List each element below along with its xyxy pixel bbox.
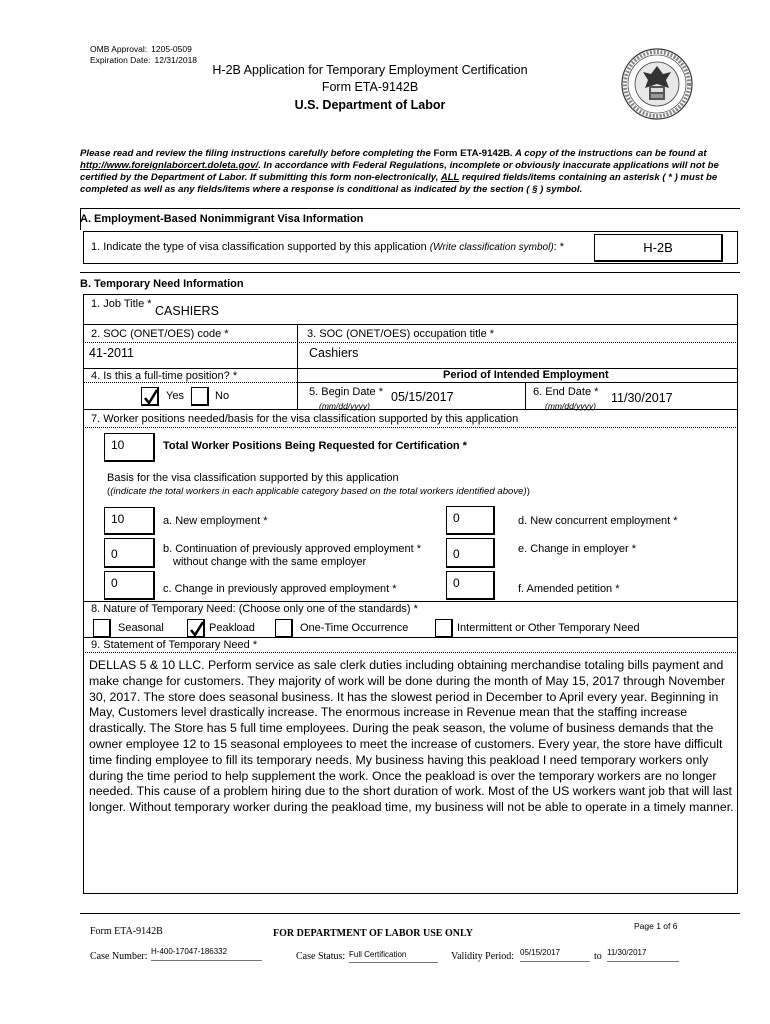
new-concurrent-field[interactable]: 0	[446, 506, 495, 535]
statement-of-need-field[interactable]: DELLAS 5 & 10 LLC. Perform service as sale clerk duties including obtaining merchandise totaling bills payment and make change for customers. They majority of work will be done during the month of May 15, 2017 through November 30, 2017. The store does seasonal business. It has the slowest period in December to April every year. Beginning in May, Customers level drastically increase. The enormous increase in Revenue mean that the staffing increase drastically. The Store has 5 full time employees. During the peak season, the volume of business demands that the owner employee 12 to 15 seasonal employees to meet the increase of customers. Every year, the store have difficult time finding employee to fill its temporary needs. My business having this peakload I need temporary workers only during the time period to help supplement the work. Once the peakload is over the temporary workers are no longer needed. This cause of a problem hiring due to the short duration of work. Most of the US workers want job that will last longer. Without temporary worker during the peakload time, my business will not be able to operate in a timely manner.	[89, 658, 734, 815]
instructions-link[interactable]: http://www.foreignlaborcert.doleta.gov/	[80, 160, 259, 171]
page-number: Page 1 of 6	[634, 921, 678, 931]
begin-date-label: 5. Begin Date *	[309, 386, 383, 398]
expiration-value: 12/31/2018	[154, 55, 198, 65]
divider	[83, 652, 738, 653]
job-title-field[interactable]: CASHIERS	[155, 304, 219, 318]
soc-code-label: 2. SOC (ONET/OES) code *	[91, 328, 229, 340]
divider	[83, 409, 738, 410]
amended-petition-field[interactable]: 0	[446, 571, 495, 600]
peakload-label: Peakload	[209, 622, 255, 634]
omb-approval-label: OMB Approval:	[90, 44, 148, 54]
divider	[80, 272, 740, 273]
q1-hint: (Write classification symbol)	[429, 242, 554, 253]
no-label: No	[215, 390, 230, 402]
job-title-label: 1. Job Title *	[91, 298, 152, 310]
footer-dol-only: FOR DEPARTMENT OF LABOR USE ONLY	[273, 928, 473, 939]
instructions-text-1: Please read and review the filing instructions carefully before completing the	[80, 148, 434, 159]
section-b-heading: B. Temporary Need Information	[80, 278, 244, 290]
divider	[83, 382, 297, 383]
intermittent-label: Intermittent or Other Temporary Need	[457, 622, 640, 634]
divider	[297, 382, 738, 383]
new-employment-field[interactable]: 10	[104, 507, 155, 535]
continuation-label-2: without change with the same employer	[173, 556, 367, 568]
validity-label: Validity Period:	[451, 951, 515, 962]
expiration-label: Expiration Date:	[90, 55, 151, 65]
divider	[297, 324, 298, 409]
section-a-heading: A. Employment-Based Nonimmigrant Visa Information	[80, 213, 364, 225]
dol-seal-icon	[621, 48, 693, 120]
change-approved-label: c. Change in previously approved employment *	[163, 583, 397, 595]
footer-divider	[80, 913, 740, 914]
divider	[525, 382, 526, 409]
form-title: H-2B Application for Temporary Employment Certification	[212, 63, 528, 77]
intermittent-checkbox[interactable]	[435, 619, 453, 638]
checkmark-icon	[189, 621, 205, 637]
visa-classification-field[interactable]: H-2B	[594, 234, 723, 262]
begin-date-hint: (mm/dd/yyyy)	[319, 401, 370, 411]
divider	[83, 342, 738, 343]
divider	[80, 208, 740, 209]
total-workers-field[interactable]: 10	[104, 433, 155, 462]
total-workers-label: Total Worker Positions Being Requested for Certification *	[163, 440, 467, 452]
yes-label: Yes	[166, 390, 184, 402]
q7-label: 7. Worker positions needed/basis for the visa classification supported by this application	[91, 413, 519, 425]
peakload-checkbox[interactable]	[187, 619, 205, 638]
validity-from-field: 05/15/2017	[520, 948, 590, 962]
q1-visa-label	[91, 241, 564, 253]
divider	[83, 601, 738, 602]
basis-hint: ((indicate the total workers in each applicable category based on the total workers identified above))	[107, 486, 530, 497]
department-name: U.S. Department of Labor	[294, 98, 446, 112]
continuation-field[interactable]: 0	[104, 538, 155, 568]
change-employer-label: e. Change in employer *	[518, 543, 637, 555]
divider	[83, 637, 738, 638]
period-heading: Period of Intended Employment	[443, 369, 609, 381]
form-number: Form ETA-9142B	[321, 80, 419, 94]
continuation-label: b. Continuation of previously approved employment *	[163, 543, 422, 555]
new-employment-label: a. New employment *	[163, 515, 268, 527]
begin-date-field[interactable]: 05/15/2017	[391, 390, 454, 404]
end-date-field[interactable]: 11/30/2017	[611, 391, 673, 405]
instructions-text-3: . In accordance with Federal Regulations, incomplete or obviously inaccurate applications will not be certified by the Department of Labor. If submitting this form non-electronically,	[80, 160, 719, 183]
case-status-field: Full Certification	[349, 950, 438, 963]
basis-label: Basis for the visa classification supported by this application	[107, 472, 399, 484]
one-time-label: One-Time Occurrence	[300, 622, 409, 634]
divider	[83, 427, 738, 428]
fulltime-yes-checkbox[interactable]	[141, 387, 159, 406]
validity-to-field: 11/30/2017	[607, 948, 679, 962]
instructions-text-2: . A copy of the instructions can be found at	[510, 148, 707, 159]
filing-instructions	[80, 148, 740, 196]
instructions-form-ref: Form ETA-9142B	[433, 148, 511, 159]
amended-petition-label: f. Amended petition *	[518, 583, 620, 595]
change-approved-field[interactable]: 0	[104, 571, 155, 600]
fulltime-label: 4. Is this a full-time position? *	[91, 370, 238, 382]
to-label: to	[594, 951, 602, 962]
divider	[83, 368, 738, 369]
instructions-all: ALL	[440, 172, 460, 183]
soc-title-label: 3. SOC (ONET/OES) occupation title *	[307, 328, 495, 340]
soc-code-field[interactable]: 41-2011	[89, 346, 134, 360]
fulltime-no-checkbox[interactable]	[191, 387, 209, 406]
instructions-text-4: required fields/items containing an asterisk ( * ) must be completed as well as any fields/items where a response is conditional as indicated by the section ( § ) symbol.	[80, 172, 718, 195]
q8-label: 8. Nature of Temporary Need: (Choose only one of the standards) *	[91, 603, 418, 615]
omb-block	[90, 44, 197, 66]
q1-text: 1. Indicate the type of visa classification supported by this application	[91, 241, 430, 253]
q9-label: 9. Statement of Temporary Need *	[91, 639, 258, 651]
basis-hint-text: (indicate the total workers in each applicable category based on the total workers identified above)	[110, 486, 527, 497]
end-date-hint: (mm/dd/yyyy)	[545, 401, 596, 411]
omb-approval-value: 1205-0509	[151, 44, 192, 54]
change-employer-field[interactable]: 0	[446, 538, 495, 568]
case-status-label: Case Status:	[296, 951, 346, 962]
case-number-field: H-400-17047-186332	[151, 947, 262, 961]
end-date-label: 6. End Date *	[533, 386, 599, 398]
one-time-checkbox[interactable]	[275, 619, 293, 638]
footer-form: Form ETA-9142B	[90, 926, 163, 937]
seasonal-checkbox[interactable]	[93, 619, 111, 638]
new-concurrent-label: d. New concurrent employment *	[518, 515, 678, 527]
checkmark-icon	[143, 389, 159, 405]
soc-title-field[interactable]: Cashiers	[309, 346, 359, 360]
q1-tail: : *	[553, 241, 565, 253]
divider	[83, 324, 738, 325]
seasonal-label: Seasonal	[118, 622, 164, 634]
case-number-label: Case Number:	[90, 951, 148, 962]
